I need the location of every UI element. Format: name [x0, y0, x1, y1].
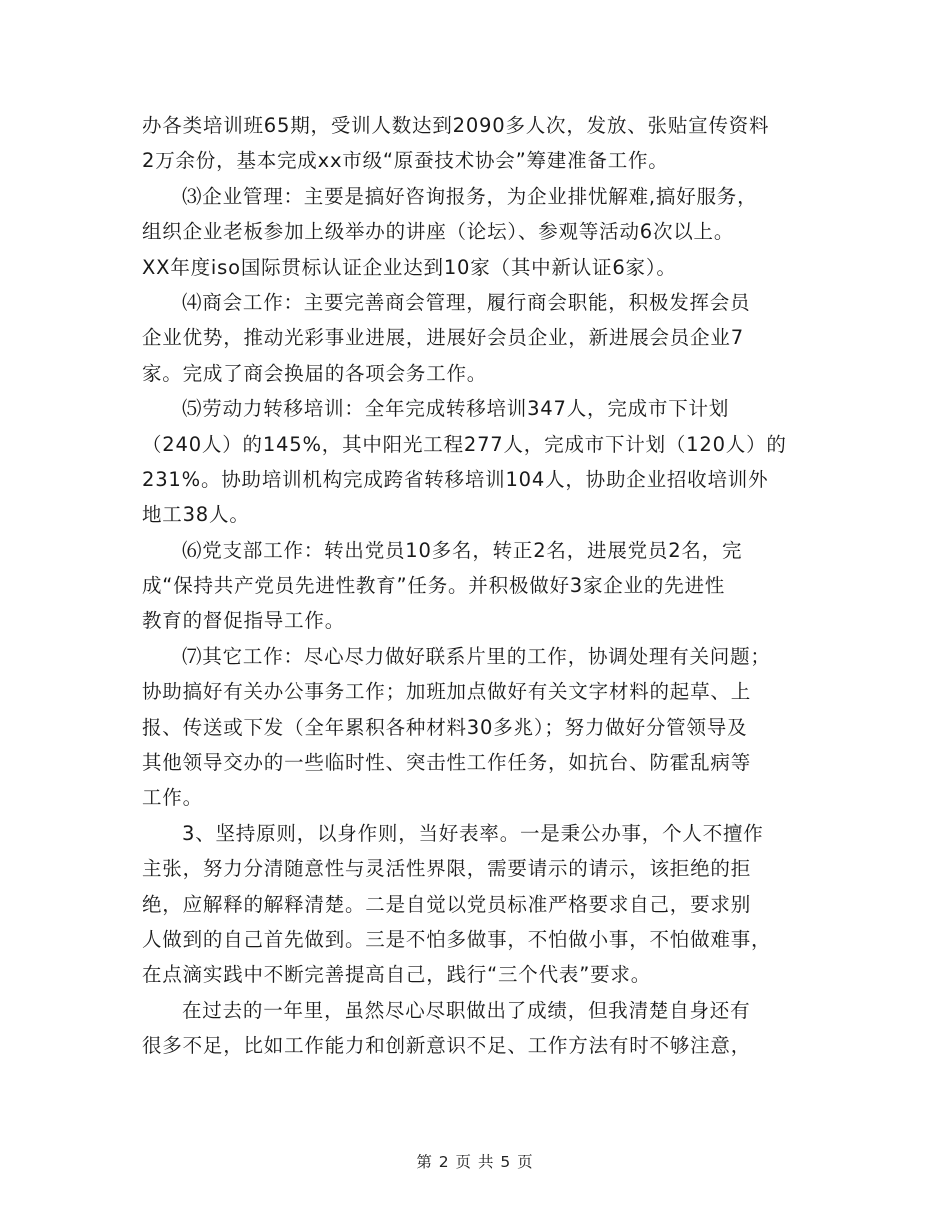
paragraph-line: 教育的督促指导工作。: [142, 609, 346, 633]
paragraph-line: 主张，努力分清随意性与灵活性界限，需要请示的请示，该拒绝的拒: [142, 857, 752, 881]
paragraph-line: 人做到的自己首先做到。三是不怕多做事，不怕做小事，不怕做难事，: [142, 927, 772, 951]
paragraph-line: 地工38人。: [142, 503, 250, 527]
paragraph-line: 成“保持共产党员先进性教育”任务。并积极做好3家企业的先进性: [142, 574, 726, 598]
paragraph-first-line: ⑷商会工作：主要完善商会管理，履行商会职能，积极发挥会员: [182, 290, 751, 314]
paragraph-line: 绝，应解释的解释清楚。二是自觉以党员标准严格要求自己，要求别: [142, 892, 752, 916]
paragraph-line: 办各类培训班65期，受训人数达到2090多人次，发放、张贴宣传资料: [142, 114, 770, 137]
paragraph-line: 企业优势，推动光彩事业进展，进展好会员企业，新进展会员企业7: [142, 326, 744, 350]
paragraph-line: XX年度iso国际贯标认证企业达到10家（其中新认证6家）。: [142, 255, 677, 279]
paragraph-line: 2万余份，基本完成xx市级“原蚕技术协会”筹建准备工作。: [142, 149, 669, 173]
paragraph-first-line: 在过去的一年里，虽然尽心尽职做出了成绩，但我清楚自身还有: [182, 998, 751, 1022]
paragraph-line: 在点滴实践中不断完善提高自己，践行“三个代表”要求。: [142, 963, 652, 987]
paragraph-first-line: ⑹党支部工作：转出党员10多名，转正2名，进展党员2名，完: [182, 538, 743, 562]
page-footer: 第 2 页 共 5 页: [416, 1153, 534, 1171]
paragraph-line: （240人）的145%，其中阳光工程277人，完成市下计划（120人）的: [142, 432, 787, 456]
paragraph-line: 组织企业老板参加上级举办的讲座（论坛）、参观等活动6次以上。: [142, 220, 735, 244]
paragraph-line: 报、传送或下发（全年累积各种材料30多兆）；努力做好分管领导及: [142, 715, 748, 739]
paragraph-first-line: ⑺其它工作：尽心尽力做好联系片里的工作，协调处理有关问题；: [182, 644, 771, 668]
paragraph-line: 协助搞好有关办公事务工作；加班加点做好有关文字材料的起草、上: [142, 680, 752, 704]
document-body: [142, 108, 814, 1064]
paragraph-first-line: 3、坚持原则，以身作则，当好表率。一是秉公办事，个人不擅作: [182, 821, 764, 845]
paragraph-first-line: ⑸劳动力转移培训：全年完成转移培训347人，完成市下计划: [182, 397, 730, 421]
paragraph-line: 很多不足，比如工作能力和创新意识不足、工作方法有时不够注意，: [142, 1034, 752, 1058]
paragraph-first-line: ⑶企业管理：主要是搞好咨询报务，为企业排忧解难,搞好服务，: [182, 184, 758, 208]
paragraph-line: 家。完成了商会换届的各项会务工作。: [142, 361, 488, 385]
paragraph-line: 其他领导交办的一些临时性、突击性工作任务，如抗台、防霍乱病等: [142, 751, 752, 775]
paragraph-line: 231%。协助培训机构完成跨省转移培训104人，协助企业招收培训外: [142, 467, 769, 491]
paragraph-line: 工作。: [142, 786, 203, 810]
